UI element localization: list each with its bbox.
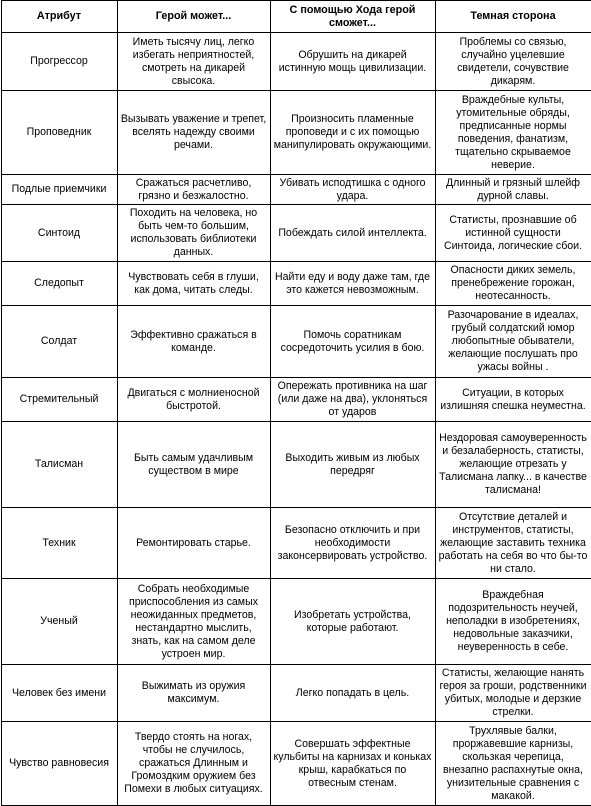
cell-hero-can: Эффективно сражаться в команде.: [117, 306, 270, 378]
cell-with-move: Обрушить на дикарей истинную мощь цивилизации.: [270, 33, 435, 91]
cell-attribute: Человек без имени: [1, 665, 117, 722]
header-hero-can: Герой может...: [117, 1, 270, 33]
cell-attribute: Подлые приемчики: [1, 175, 117, 205]
attributes-table: [1, 0, 591, 806]
cell-hero-can: Быть самым удачливым существом в мире: [117, 422, 270, 508]
table-row: [1, 665, 591, 722]
cell-dark-side: Опасности диких земель, пренебрежение горожан, неотесанность.: [435, 262, 591, 306]
header-attribute: Атрибут: [1, 1, 117, 33]
cell-dark-side: Враждебные культы, утомительные обряды, предписанные нормы поведения, фанатизм, тщательно скрываемое неверие.: [435, 91, 591, 175]
table-row: [1, 579, 591, 665]
cell-attribute: Стремительный: [1, 378, 117, 422]
cell-hero-can: Чувствовать себя в глуши, как дома, читать следы.: [117, 262, 270, 306]
cell-with-move: Побеждать силой интеллекта.: [270, 205, 435, 262]
cell-with-move: Безопасно отключить и при необходимости законсервировать устройство.: [270, 508, 435, 579]
table-row: [1, 422, 591, 508]
table-row: [1, 508, 591, 579]
cell-attribute: Прогрессор: [1, 33, 117, 91]
cell-dark-side: Отсутствие деталей и инструментов, статисты, желающие заставить техника работать на себя во что бы-то ни стало.: [435, 508, 591, 579]
cell-with-move: Совершать эффектные кульбиты на карнизах и коньках крыш, карабкаться по отвесным стенам.: [270, 722, 435, 806]
header-row: [1, 1, 591, 33]
cell-dark-side: Длинный и грязный шлейф дурной славы.: [435, 175, 591, 205]
cell-attribute: Синтоид: [1, 205, 117, 262]
cell-with-move: Изобретать устройства, которые работают.: [270, 579, 435, 665]
cell-with-move: Произносить пламенные проповеди и с их помощью манипулировать окружающими.: [270, 91, 435, 175]
cell-hero-can: Походить на человека, но быть чем-то большим, использовать библиотеки данных.: [117, 205, 270, 262]
cell-attribute: Чувство равновесия: [1, 722, 117, 806]
cell-with-move: Легко попадать в цель.: [270, 665, 435, 722]
header-with-move: С помощью Хода герой сможет...: [270, 1, 435, 33]
table-body: [1, 33, 591, 806]
cell-hero-can: Твердо стоять на ногах, чтобы не случилось, сражаться Длинным и Громоздким оружием без Помехи в любых ситуациях.: [117, 722, 270, 806]
cell-attribute: Техник: [1, 508, 117, 579]
table-row: [1, 262, 591, 306]
table-row: [1, 175, 591, 205]
cell-dark-side: Проблемы со связью, случайно уцелевшие свидетели, сочувствие дикарям.: [435, 33, 591, 91]
table-row: [1, 205, 591, 262]
cell-with-move: Убивать исподтишка с одного удара.: [270, 175, 435, 205]
cell-with-move: Найти еду и воду даже там, где это кажется невозможным.: [270, 262, 435, 306]
cell-hero-can: Сражаться расчетливо, грязно и безжалостно.: [117, 175, 270, 205]
table-header: [1, 1, 591, 33]
cell-with-move: Помочь соратникам сосредоточить усилия в бою.: [270, 306, 435, 378]
cell-attribute: Проповедник: [1, 91, 117, 175]
cell-with-move: Опережать противника на шаг (или даже на два), уклоняться от ударов: [270, 378, 435, 422]
table-row: [1, 91, 591, 175]
cell-hero-can: Иметь тысячу лиц, легко избегать неприятностей, смотреть на дикарей свысока.: [117, 33, 270, 91]
cell-with-move: Выходить живым из любых передряг: [270, 422, 435, 508]
cell-dark-side: Трухлявые балки, проржавевшие карнизы, скользкая черепица, внезапно распахнутые окна, унизительные сравнения с макакой.: [435, 722, 591, 806]
cell-attribute: Талисман: [1, 422, 117, 508]
header-dark-side: Темная сторона: [435, 1, 591, 33]
cell-dark-side: Разочарование в идеалах, грубый солдатский юмор любопытные обыватели, желающие послушать про ужасы войны .: [435, 306, 591, 378]
cell-dark-side: Ситуации, в которых излишняя спешка неуместна.: [435, 378, 591, 422]
cell-dark-side: Статисты, желающие нанять героя за гроши, родственники убитых, молодые и дерзкие стрелки.: [435, 665, 591, 722]
cell-hero-can: Двигаться с молниеносной быстротой.: [117, 378, 270, 422]
cell-attribute: Следопыт: [1, 262, 117, 306]
cell-attribute: Солдат: [1, 306, 117, 378]
table-row: [1, 306, 591, 378]
cell-dark-side: Нездоровая самоуверенность и безалаберность, статисты, желающие отрезать у Талисмана лапку... в качестве талисмана!: [435, 422, 591, 508]
table-row: [1, 378, 591, 422]
cell-attribute: Ученый: [1, 579, 117, 665]
cell-hero-can: Ремонтировать старье.: [117, 508, 270, 579]
cell-hero-can: Выжимать из оружия максимум.: [117, 665, 270, 722]
table-row: [1, 33, 591, 91]
cell-hero-can: Собрать необходимые приспособления из самых неожиданных предметов, нестандартно мыслить, знать, как на самом деле устроен мир.: [117, 579, 270, 665]
cell-hero-can: Вызывать уважение и трепет, вселять надежду своими речами.: [117, 91, 270, 175]
cell-dark-side: Враждебная подозрительность неучей, неполадки в изобретениях, недовольные заказчики, неуверенность в себе.: [435, 579, 591, 665]
cell-dark-side: Статисты, прознавшие об истинной сущности Синтоида, логические сбои.: [435, 205, 591, 262]
